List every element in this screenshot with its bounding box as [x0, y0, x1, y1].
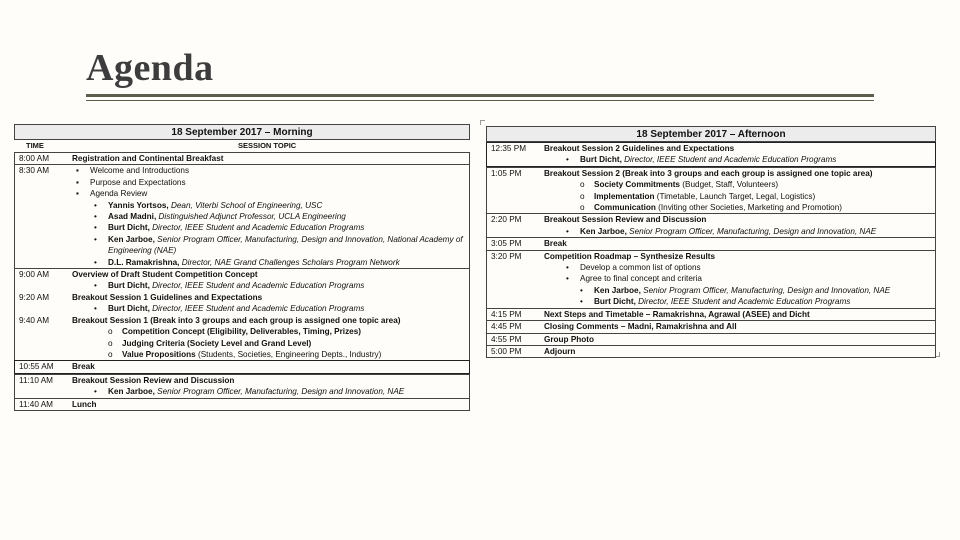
item-detail: (Students, Societies, Engineering Depts., Industry)	[195, 349, 382, 359]
bullet-icon: ▪	[76, 177, 79, 187]
bullet-icon: o	[108, 349, 113, 359]
item-text: Welcome and Introductions	[90, 166, 190, 176]
item-text: Adjourn	[544, 346, 576, 356]
agenda-item	[544, 179, 931, 190]
bullet-icon: •	[566, 226, 569, 236]
agenda-item	[544, 296, 931, 307]
row-time: 2:20 PM	[491, 215, 522, 225]
agenda-item	[544, 202, 931, 213]
speaker-role: Dean, Viterbi School of Engineering, USC	[168, 200, 323, 210]
agenda-row	[15, 268, 469, 292]
agenda-item	[544, 226, 931, 237]
agenda-item	[544, 309, 931, 320]
bullet-icon: •	[94, 234, 97, 244]
bullet-icon: •	[580, 297, 583, 307]
agenda-row	[487, 308, 935, 320]
time-column-header: TIME	[26, 141, 44, 150]
speaker-name: Society Commitments	[594, 180, 680, 190]
item-text: Break	[544, 239, 567, 249]
agenda-item	[72, 211, 465, 222]
agenda-item	[72, 375, 465, 386]
agenda-item	[72, 326, 465, 337]
agenda-item	[72, 188, 465, 199]
item-detail: (Budget, Staff, Volunteers)	[680, 180, 779, 190]
speaker-name: Ken Jarboe,	[108, 234, 155, 244]
row-time: 4:15 PM	[491, 309, 522, 319]
item-text: Registration and Continental Breakfast	[72, 154, 224, 163]
speaker-name: Communication	[594, 203, 656, 213]
title-rule-thin	[86, 100, 874, 101]
row-topic	[72, 399, 469, 410]
item-text: Breakout Session 2 (Break into 3 groups and each group is assigned one topic area)	[544, 168, 873, 178]
item-text: Agree to final concept and criteria	[580, 274, 702, 284]
row-time: 10:55 AM	[19, 362, 54, 372]
item-text: Overview of Draft Student Competition Concept	[72, 270, 258, 280]
agenda-row	[15, 164, 469, 268]
agenda-item	[72, 245, 465, 256]
item-text: Agenda Review	[90, 189, 148, 199]
item-text: Next Steps and Timetable – Ramakrishna, Agrawal (ASEE) and Dicht	[544, 309, 810, 319]
speaker-name: Asad Madni,	[108, 212, 157, 222]
agenda-row	[487, 237, 935, 249]
speaker-role: Director, IEEE Student and Academic Education Programs	[635, 297, 851, 307]
agenda-item	[72, 200, 465, 211]
row-topic	[544, 143, 935, 166]
speaker-name: Implementation	[594, 191, 655, 201]
bullet-icon: •	[94, 223, 97, 233]
bullet-icon: o	[580, 191, 585, 201]
agenda-item	[72, 177, 465, 188]
row-time: 12:35 PM	[491, 144, 527, 153]
item-text: Closing Comments – Madni, Ramakrishna and All	[544, 322, 737, 332]
morning-agenda	[14, 124, 470, 411]
agenda-item	[544, 285, 931, 296]
bullet-icon: o	[580, 180, 585, 190]
row-topic	[72, 375, 469, 398]
agenda-item	[544, 154, 931, 165]
agenda-item	[72, 303, 465, 314]
speaker-role: Director, NAE Grand Challenges Scholars Program Network	[179, 257, 400, 267]
row-topic	[544, 251, 935, 308]
row-time: 3:05 PM	[491, 239, 522, 249]
agenda-item	[544, 143, 931, 154]
row-time: 4:55 PM	[491, 334, 522, 344]
speaker-role: Director, IEEE Student and Academic Education Programs	[149, 223, 365, 233]
item-detail: (Timetable, Launch Target, Legal, Logistics)	[654, 191, 816, 201]
morning-header: 18 September 2017 – Morning	[14, 124, 470, 140]
row-topic	[544, 321, 935, 332]
afternoon-header: 18 September 2017 – Afternoon	[486, 126, 936, 142]
agenda-row	[15, 152, 469, 164]
agenda-item	[72, 399, 465, 410]
row-topic	[72, 165, 469, 268]
item-text: Break	[72, 362, 95, 372]
agenda-item	[544, 214, 931, 225]
speaker-name: Competition Concept (Eligibility, Deliverables, Timing, Prizes)	[122, 327, 361, 337]
speaker-name: Burt Dicht,	[108, 281, 150, 291]
row-topic	[544, 309, 935, 320]
row-topic	[72, 269, 469, 292]
agenda-row	[15, 398, 469, 410]
agenda-item	[544, 346, 931, 357]
row-topic	[72, 153, 469, 164]
bullet-icon: •	[94, 387, 97, 397]
bullet-icon: •	[566, 263, 569, 273]
row-topic	[544, 238, 935, 249]
speaker-name: Burt Dicht,	[594, 297, 636, 307]
row-topic	[544, 346, 935, 357]
speaker-role: Senior Program Officer, Manufacturing, Design and Innovation, NAE	[640, 285, 891, 295]
speaker-role: Director, IEEE Student and Academic Education Programs	[149, 281, 365, 291]
agenda-row	[15, 292, 469, 315]
row-time: 4:45 PM	[491, 322, 522, 332]
agenda-row	[487, 213, 935, 237]
speaker-name: Burt Dicht,	[108, 223, 150, 233]
speaker-role: Distinguished Adjunct Professor, UCLA Engineering	[156, 212, 346, 222]
agenda-row	[487, 345, 935, 357]
agenda-row	[487, 167, 935, 214]
bullet-icon: •	[580, 285, 583, 295]
agenda-row	[15, 315, 469, 361]
agenda-item	[72, 234, 465, 245]
row-time: 8:30 AM	[19, 166, 50, 176]
speaker-name: Ken Jarboe,	[108, 387, 155, 397]
speaker-name: Ken Jarboe,	[594, 285, 641, 295]
item-text: Breakout Session Review and Discussion	[72, 375, 235, 385]
row-topic	[72, 361, 469, 372]
row-time: 3:20 PM	[491, 251, 522, 261]
afternoon-agenda	[486, 126, 936, 358]
bullet-icon: •	[94, 281, 97, 291]
agenda-row	[14, 360, 470, 373]
agenda-item	[72, 153, 465, 164]
speaker-name: Value Propositions	[122, 349, 196, 359]
bullet-icon: •	[566, 155, 569, 165]
agenda-item	[72, 292, 465, 303]
agenda-item	[544, 262, 931, 273]
row-time: 11:40 AM	[19, 399, 53, 409]
row-topic	[544, 214, 935, 237]
item-text: Purpose and Expectations	[90, 177, 186, 187]
crop-mark	[480, 120, 485, 125]
bullet-icon: ▪	[76, 189, 79, 199]
row-time: 1:05 PM	[491, 168, 522, 178]
bullet-icon: •	[94, 304, 97, 314]
page-title: Agenda	[86, 47, 214, 89]
bullet-icon: o	[108, 338, 113, 348]
speaker-name: Burt Dicht,	[580, 155, 622, 165]
topic-column-header: SESSION TOPIC	[238, 141, 297, 150]
item-text: Breakout Session 2 Guidelines and Expectations	[544, 144, 735, 153]
speaker-name: Yannis Yortsos,	[108, 200, 169, 210]
bullet-icon: •	[94, 212, 97, 222]
agenda-item	[72, 165, 465, 176]
speaker-role: Senior Program Officer, Manufacturing, Design and Innovation, NAE	[626, 226, 877, 236]
agenda-item	[72, 386, 465, 397]
bullet-icon: ▪	[76, 166, 79, 176]
row-time: 11:10 AM	[19, 375, 53, 385]
agenda-item	[72, 257, 465, 268]
column-headers	[14, 140, 470, 152]
row-time: 9:00 AM	[19, 270, 50, 280]
bullet-icon: •	[566, 274, 569, 284]
agenda-item	[72, 315, 465, 326]
agenda-row	[487, 250, 935, 308]
item-text: Group Photo	[544, 334, 595, 344]
agenda-item	[544, 191, 931, 202]
item-detail: (Inviting other Societies, Marketing and Promotion)	[655, 203, 843, 213]
item-text: Lunch	[72, 399, 97, 409]
agenda-row	[15, 374, 469, 398]
item-text: Breakout Session 1 Guidelines and Expectations	[72, 292, 263, 302]
item-text: Competition Roadmap – Synthesize Results	[544, 251, 716, 261]
bullet-icon: o	[108, 327, 113, 337]
row-time: 8:00 AM	[19, 154, 50, 163]
agenda-item	[544, 321, 931, 332]
row-time: 9:40 AM	[19, 315, 50, 325]
agenda-item	[544, 251, 931, 262]
agenda-item	[72, 361, 465, 372]
row-time: 9:20 AM	[19, 292, 50, 302]
row-topic	[544, 334, 935, 345]
bullet-icon: •	[94, 200, 97, 210]
agenda-item	[544, 238, 931, 249]
title-rule-thick	[86, 94, 874, 97]
morning-table	[14, 152, 470, 411]
speaker-role: Senior Program Officer, Manufacturing, Design and Innovation, National Academy of	[154, 234, 463, 244]
bullet-icon: o	[580, 203, 585, 213]
row-topic	[544, 168, 935, 214]
agenda-item	[72, 280, 465, 291]
row-topic	[72, 292, 469, 315]
speaker-role: Senior Program Officer, Manufacturing, Design and Innovation, NAE	[154, 387, 405, 397]
bullet-icon: •	[94, 257, 97, 267]
speaker-name: D.L. Ramakrishna,	[108, 257, 180, 267]
speaker-role: Director, IEEE Student and Academic Education Programs	[621, 155, 837, 165]
speaker-role: Engineering (NAE)	[108, 246, 177, 256]
agenda-row	[487, 333, 935, 345]
row-time: 5:00 PM	[491, 346, 522, 356]
agenda-item	[72, 269, 465, 280]
afternoon-table	[486, 142, 936, 358]
speaker-name: Burt Dicht,	[108, 304, 150, 314]
agenda-item	[544, 334, 931, 345]
agenda-row	[486, 142, 936, 167]
item-text: Breakout Session 1 (Break into 3 groups and each group is assigned one topic area)	[72, 315, 401, 325]
agenda-item	[72, 338, 465, 349]
agenda-item	[72, 349, 465, 360]
item-text: Develop a common list of options	[580, 263, 701, 273]
agenda-item	[544, 273, 931, 284]
speaker-name: Ken Jarboe,	[580, 226, 627, 236]
agenda-item	[544, 168, 931, 179]
speaker-name: Judging Criteria (Society Level and Grand Level)	[122, 338, 312, 348]
row-topic	[72, 315, 469, 361]
agenda-item	[72, 222, 465, 233]
agenda-row	[487, 320, 935, 332]
speaker-role: Director, IEEE Student and Academic Education Programs	[149, 304, 365, 314]
item-text: Breakout Session Review and Discussion	[544, 215, 707, 225]
